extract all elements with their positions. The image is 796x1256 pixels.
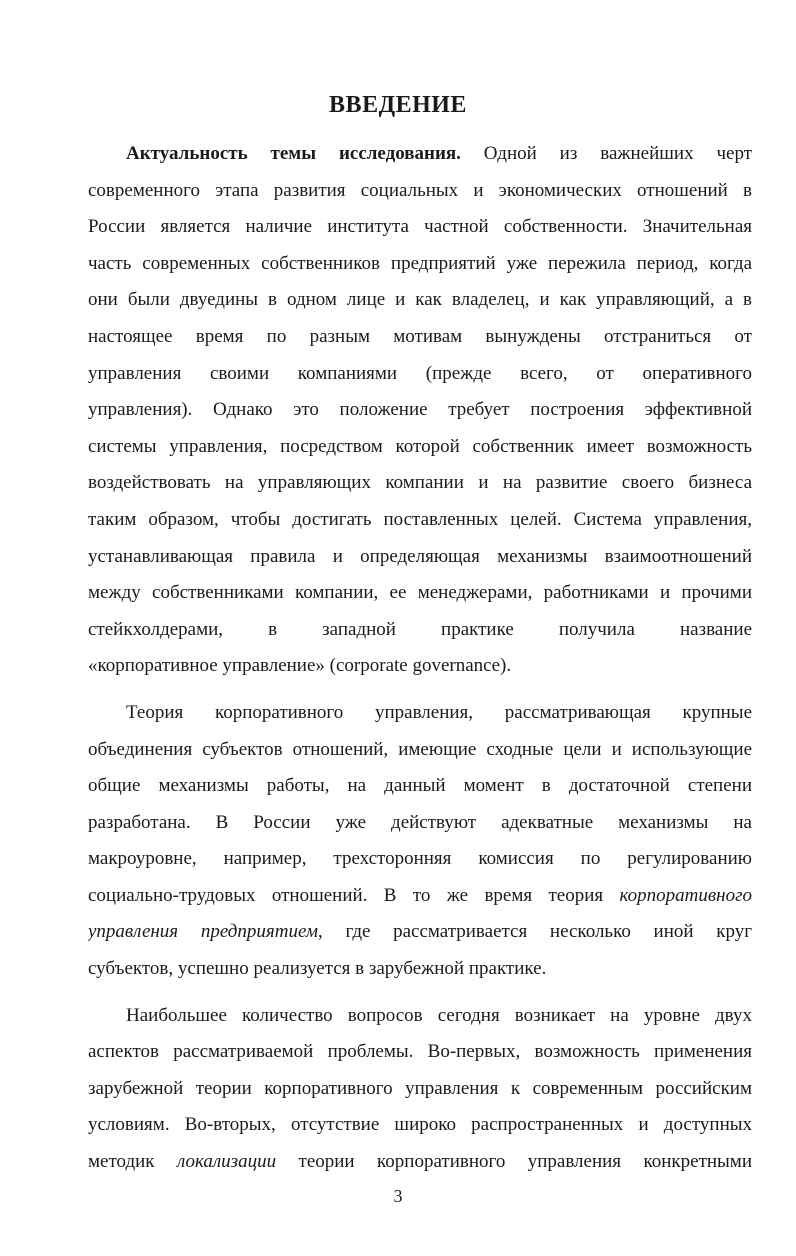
- paragraph-line: управления своими компаниями (прежде всего, от оперативного: [88, 362, 752, 384]
- paragraph-line: Наибольшее количество вопросов сегодня возникает на уровне двух: [126, 1004, 752, 1026]
- paragraph-line: Актуальность темы исследования. Одной из важнейших черт: [126, 143, 752, 164]
- paragraph-relevance: [88, 136, 752, 685]
- paragraph-line: между собственниками компании, ее менеджерами, работниками и прочими: [88, 582, 752, 604]
- paragraph-line: стейкхолдерами, в западной практике получила название: [88, 618, 752, 640]
- paragraph-line: объединения субъектов отношений, имеющие сходные цели и использующие: [88, 738, 752, 760]
- paragraph-line: таким образом, чтобы достигать поставленных целей. Система управления,: [88, 508, 752, 530]
- paragraph-line: устанавливающая правила и определяющая механизмы взаимоотношений: [88, 545, 752, 567]
- paragraph-line: России является наличие института частной собственности. Значительная: [88, 216, 752, 238]
- page-title: ВВЕДЕНИЕ: [329, 92, 467, 118]
- paragraph-line: современного этапа развития социальных и экономических отношений в: [88, 179, 752, 201]
- paragraph-line: Теория корпоративного управления, рассматривающая крупные: [126, 701, 752, 723]
- paragraph-line: общие механизмы работы, на данный момент в достаточной степени: [88, 775, 752, 797]
- paragraph-line: системы управления, посредством которой собственник имеет возможность: [88, 435, 752, 457]
- paragraph-line: разработана. В России уже действуют адекватные механизмы на: [88, 811, 752, 833]
- paragraph-line: аспектов рассматриваемой проблемы. Во-первых, возможность применения: [88, 1041, 752, 1063]
- italic-term: управления предприятием: [88, 921, 319, 943]
- paragraph-line: социально-трудовых отношений. В то же время теория корпоративного: [88, 884, 752, 906]
- italic-term: корпоративного: [619, 884, 752, 906]
- paragraph-line: зарубежной теории корпоративного управления к современным российским: [88, 1077, 752, 1099]
- paragraph-line: часть современных собственников предприятий уже пережила период, когда: [88, 252, 752, 274]
- paragraph-line: управления предприятием, где рассматривается несколько иной круг: [88, 921, 752, 943]
- paragraph-line: воздействовать на управляющих компании и на развитие своего бизнеса: [88, 472, 752, 494]
- paragraph-line: управления). Однако это положение требует построения эффективной: [88, 399, 752, 421]
- section-lead: Актуальность темы исследования.: [126, 143, 461, 164]
- paragraph-questions: [88, 998, 752, 1181]
- paragraph-line: «корпоративное управление» (corporate governance).: [88, 655, 512, 677]
- paragraph-line: они были двуедины в одном лице и как владелец, и как управляющий, а в: [88, 289, 752, 311]
- paragraph-line: субъектов, успешно реализуется в зарубежной практике.: [88, 958, 547, 980]
- page-number: 3: [393, 1186, 403, 1206]
- paragraph-line: методик локализации теории корпоративного управления конкретными: [88, 1151, 752, 1173]
- document-body: [88, 136, 752, 1181]
- paragraph-theory: [88, 695, 752, 988]
- italic-term: локализации: [176, 1151, 277, 1173]
- paragraph-line: условиям. Во-вторых, отсутствие широко распространенных и доступных: [88, 1114, 752, 1136]
- paragraph-line: макроуровне, например, трехсторонняя комиссия по регулированию: [88, 848, 752, 870]
- paragraph-line: настоящее время по разным мотивам вынуждены отстраниться от: [88, 325, 752, 347]
